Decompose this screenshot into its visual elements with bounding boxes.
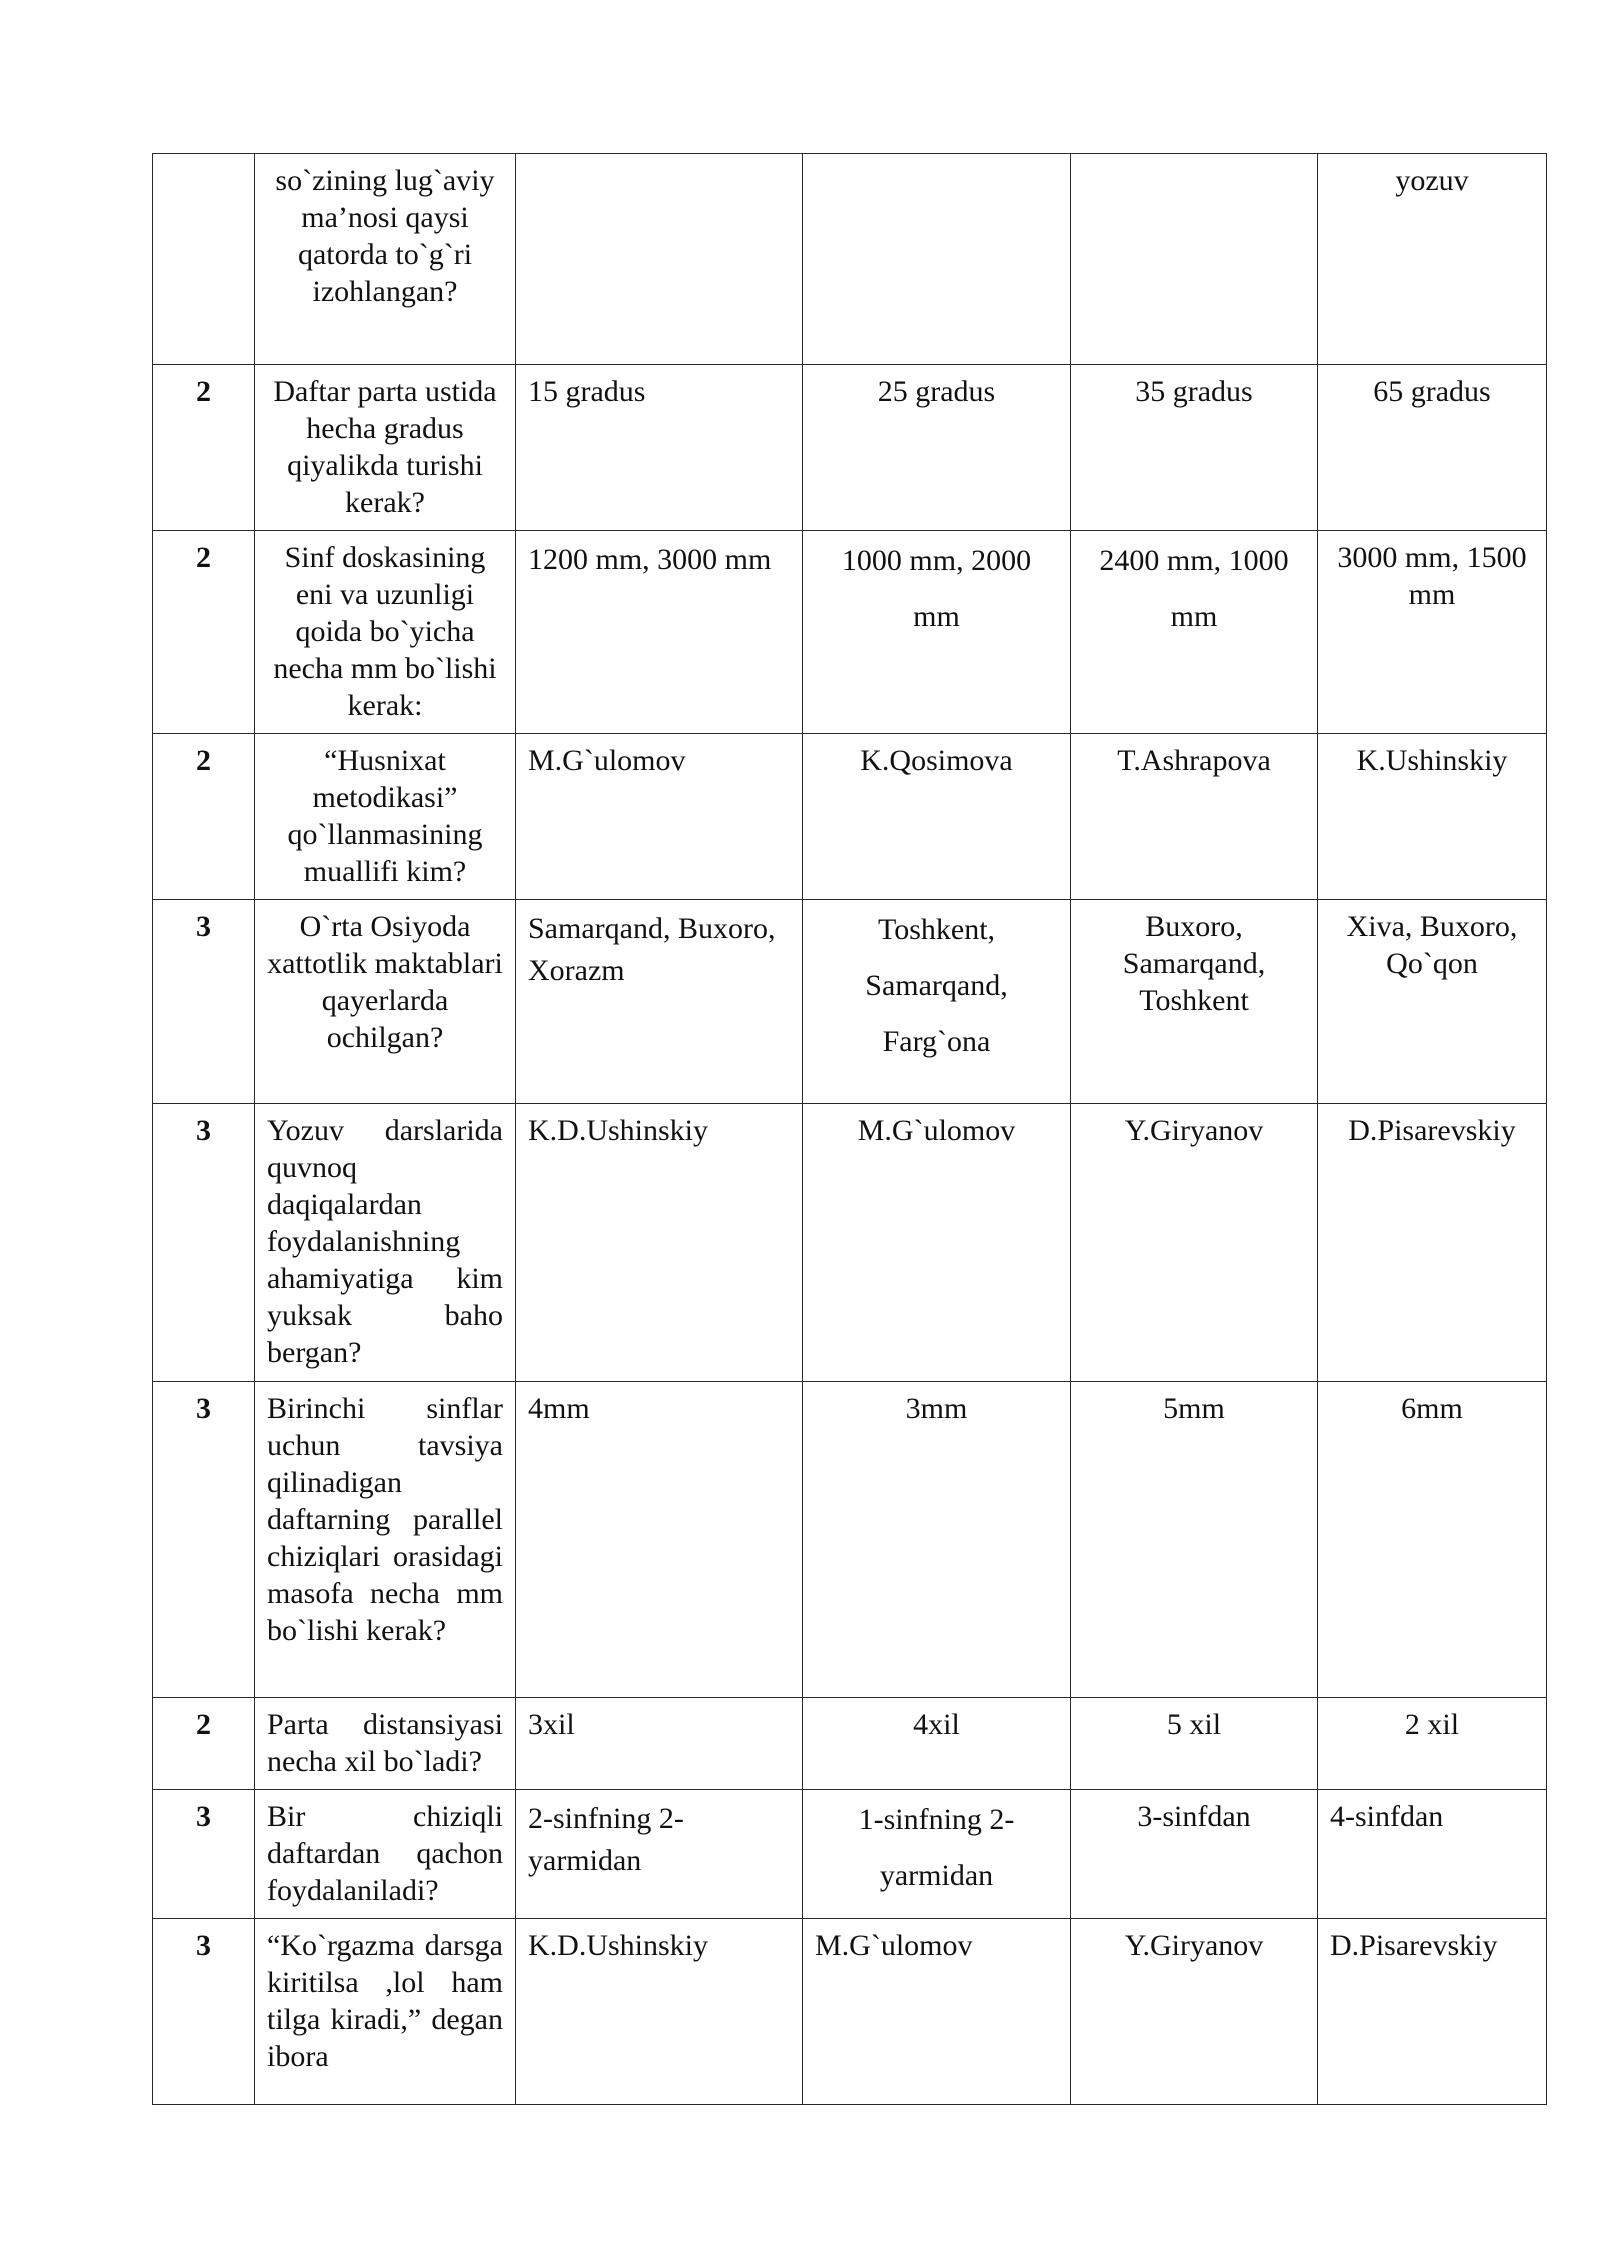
- answer-option-b: 1000 mm, 2000 mm: [803, 531, 1071, 734]
- answer-option-d: K.Ushinskiy: [1318, 734, 1547, 900]
- table-row: [153, 1382, 1547, 1698]
- answer-option-c: 2400 mm, 1000 mm: [1071, 531, 1318, 734]
- answer-option-d: yozuv: [1318, 154, 1547, 365]
- answer-option-c: 3-sinfdan: [1071, 1790, 1318, 1919]
- question-level: 3: [153, 900, 255, 1104]
- table-row: [153, 531, 1547, 734]
- answer-option-c: T.Ashrapova: [1071, 734, 1318, 900]
- answer-option-c: Buxoro, Samarqand, Toshkent: [1071, 900, 1318, 1104]
- answer-option-a: 2-sinfning 2-yarmidan: [516, 1790, 803, 1919]
- question-text: Sinf doskasining eni va uzunligi qoida bo`yicha necha mm bo`lishi kerak:: [255, 531, 516, 734]
- question-level: 2: [153, 734, 255, 900]
- answer-option-d: Xiva, Buxoro, Qo`qon: [1318, 900, 1547, 1104]
- table-row: [153, 1790, 1547, 1919]
- question-text: so`zining lug`aviy ma’nosi qaysi qatorda to`g`ri izohlangan?: [255, 154, 516, 365]
- answer-option-b: 1-sinfning 2-yarmidan: [803, 1790, 1071, 1919]
- question-text: Parta distansiyasi necha xil bo`ladi?: [255, 1698, 516, 1790]
- answer-option-d: D.Pisarevskiy: [1318, 1104, 1547, 1382]
- answer-option-a: 3xil: [516, 1698, 803, 1790]
- answer-option-a: 15 gradus: [516, 365, 803, 531]
- answer-option-b: Toshkent, Samarqand, Farg`ona: [803, 900, 1071, 1104]
- question-level: 2: [153, 365, 255, 531]
- question-text: Daftar parta ustida hecha gradus qiyalikda turishi kerak?: [255, 365, 516, 531]
- answer-option-b: K.Qosimova: [803, 734, 1071, 900]
- answer-option-d: 3000 mm, 1500 mm: [1318, 531, 1547, 734]
- answer-option-a: K.D.Ushinskiy: [516, 1104, 803, 1382]
- answer-option-d: D.Pisarevskiy: [1318, 1919, 1547, 2105]
- question-level: 3: [153, 1104, 255, 1382]
- question-text: “Ko`rgazma darsga kiritilsa ,lol ham tilga kiradi,” degan ibora: [255, 1919, 516, 2105]
- answer-option-a: K.D.Ushinskiy: [516, 1919, 803, 2105]
- answer-option-a: 1200 mm, 3000 mm: [516, 531, 803, 734]
- table-row: [153, 1104, 1547, 1382]
- answer-option-a: Samarqand, Buxoro, Xorazm: [516, 900, 803, 1104]
- table-row: [153, 1698, 1547, 1790]
- answer-option-c: 35 gradus: [1071, 365, 1318, 531]
- question-text: Birinchi sinflar uchun tavsiya qilinadigan daftarning parallel chiziqlari orasidagi masofa necha mm bo`lishi kerak?: [255, 1382, 516, 1698]
- question-level: 2: [153, 1698, 255, 1790]
- test-table: [152, 153, 1547, 2105]
- answer-option-c: 5 xil: [1071, 1698, 1318, 1790]
- question-level: 2: [153, 531, 255, 734]
- answer-option-b: M.G`ulomov: [803, 1104, 1071, 1382]
- answer-option-d: 6mm: [1318, 1382, 1547, 1698]
- answer-option-a: [516, 154, 803, 365]
- question-text: Bir chiziqli daftardan qachon foydalaniladi?: [255, 1790, 516, 1919]
- answer-option-d: 2 xil: [1318, 1698, 1547, 1790]
- question-level: [153, 154, 255, 365]
- question-text: “Husnixat metodikasi” qo`llanmasining muallifi kim?: [255, 734, 516, 900]
- table-row: [153, 365, 1547, 531]
- answer-option-c: Y.Giryanov: [1071, 1919, 1318, 2105]
- question-text: O`rta Osiyoda xattotlik maktablari qayerlarda ochilgan?: [255, 900, 516, 1104]
- answer-option-c: Y.Giryanov: [1071, 1104, 1318, 1382]
- answer-option-d: 65 gradus: [1318, 365, 1547, 531]
- table-row: [153, 734, 1547, 900]
- answer-option-c: 5mm: [1071, 1382, 1318, 1698]
- answer-option-d: 4-sinfdan: [1318, 1790, 1547, 1919]
- question-level: 3: [153, 1919, 255, 2105]
- answer-option-a: M.G`ulomov: [516, 734, 803, 900]
- table-row: [153, 900, 1547, 1104]
- answer-option-b: 3mm: [803, 1382, 1071, 1698]
- question-text: Yozuv darslarida quvnoq daqiqalardan foydalanishning ahamiyatiga kim yuksak baho bergan?: [255, 1104, 516, 1382]
- answer-option-b: 25 gradus: [803, 365, 1071, 531]
- table-row: [153, 154, 1547, 365]
- answer-option-b: 4xil: [803, 1698, 1071, 1790]
- answer-option-b: M.G`ulomov: [803, 1919, 1071, 2105]
- question-level: 3: [153, 1382, 255, 1698]
- answer-option-b: [803, 154, 1071, 365]
- answer-option-a: 4mm: [516, 1382, 803, 1698]
- answer-option-c: [1071, 154, 1318, 365]
- table-row: [153, 1919, 1547, 2105]
- question-level: 3: [153, 1790, 255, 1919]
